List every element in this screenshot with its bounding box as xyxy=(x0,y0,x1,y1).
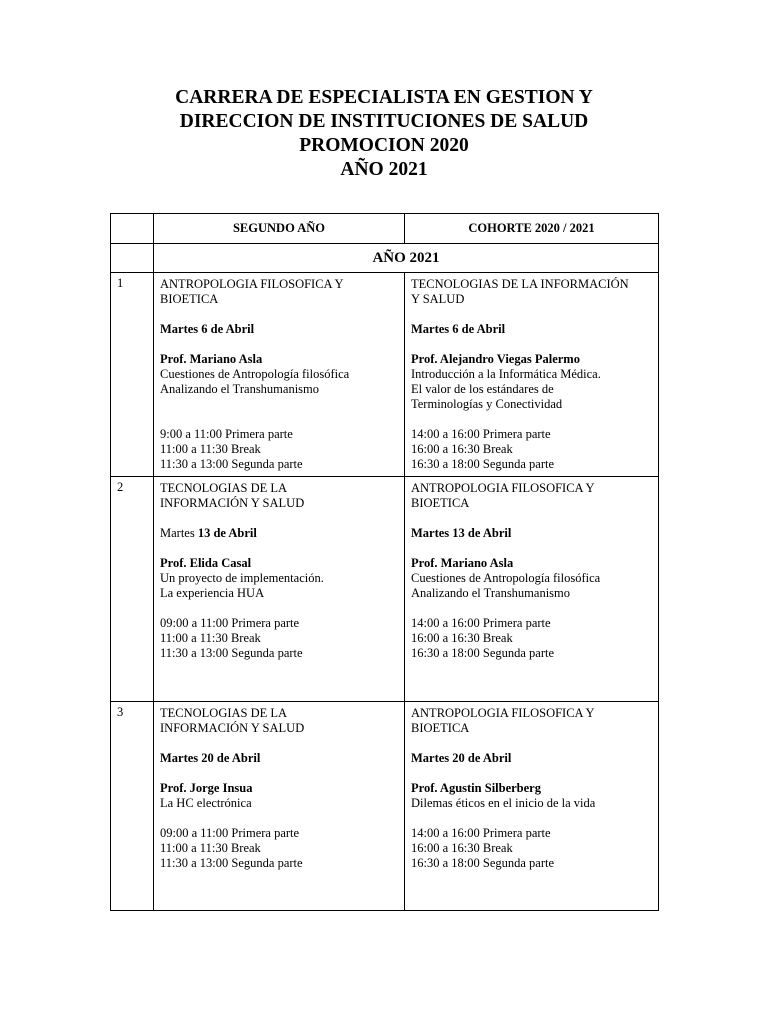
subject-line: ANTROPOLOGIA FILOSOFICA Y xyxy=(160,277,344,291)
topic-line: La experiencia HUA xyxy=(160,586,265,600)
subject-line: BIOETICA xyxy=(160,292,219,306)
professor-name: Prof. Agustin Silberberg xyxy=(411,781,541,795)
schedule-line: 16:30 a 18:00 Segunda parte xyxy=(411,856,555,870)
schedule-line: 14:00 a 16:00 Primera parte xyxy=(411,427,551,441)
topic-line: El valor de los estándares de xyxy=(411,382,554,396)
document-title xyxy=(0,86,768,182)
session-cell xyxy=(405,702,659,911)
table-row xyxy=(111,702,659,911)
topic-line: La HC electrónica xyxy=(160,796,252,810)
subject-line: TECNOLOGIAS DE LA xyxy=(160,481,288,495)
topic-line: Introducción a la Informática Médica. xyxy=(411,367,601,381)
row-number: 3 xyxy=(111,702,154,911)
subject-line: ANTROPOLOGIA FILOSOFICA Y xyxy=(411,481,595,495)
session-date: Martes 13 de Abril xyxy=(411,526,512,540)
professor-name: Prof. Elida Casal xyxy=(160,556,252,570)
schedule-line: 16:00 a 16:30 Break xyxy=(411,841,513,855)
title-line: CARRERA DE ESPECIALISTA EN GESTION Y xyxy=(175,87,593,108)
topic-line: Un proyecto de implementación. xyxy=(160,571,324,585)
session-cell xyxy=(405,477,659,702)
topic-line: Cuestiones de Antropología filosófica xyxy=(160,367,350,381)
year-row xyxy=(111,244,659,273)
topic-line: Dilemas éticos en el inicio de la vida xyxy=(411,796,596,810)
schedule-line: 14:00 a 16:00 Primera parte xyxy=(411,616,551,630)
header-row xyxy=(111,214,659,244)
table-row xyxy=(111,273,659,477)
table-row xyxy=(111,477,659,702)
professor-name: Prof. Alejandro Viegas Palermo xyxy=(411,352,580,366)
subject-line: TECNOLOGIAS DE LA xyxy=(160,706,288,720)
year-cell: AÑO 2021 xyxy=(154,244,659,273)
professor-name: Prof. Mariano Asla xyxy=(411,556,514,570)
session-date: Martes 20 de Abril xyxy=(411,751,512,765)
session-cell xyxy=(154,477,405,702)
session-date xyxy=(160,526,398,541)
schedule-line: 16:30 a 18:00 Segunda parte xyxy=(411,646,555,660)
subject-line: ANTROPOLOGIA FILOSOFICA Y xyxy=(411,706,595,720)
subject-line: INFORMACIÓN Y SALUD xyxy=(160,496,305,510)
title-line: PROMOCION 2020 xyxy=(299,135,469,156)
schedule-line: 14:00 a 16:00 Primera parte xyxy=(411,826,551,840)
schedule-line: 9:00 a 11:00 Primera parte xyxy=(160,427,293,441)
session-date: Martes 6 de Abril xyxy=(411,322,506,336)
session-date: Martes 20 de Abril xyxy=(160,751,261,765)
topic-line: Terminologías y Conectividad xyxy=(411,397,563,411)
title-line: DIRECCION DE INSTITUCIONES DE SALUD xyxy=(179,111,589,132)
subject-line: BIOETICA xyxy=(411,721,470,735)
session-cell xyxy=(405,273,659,477)
subject-line: Y SALUD xyxy=(411,292,465,306)
schedule-line: 11:30 a 13:00 Segunda parte xyxy=(160,457,303,471)
schedule-line: 09:00 a 11:00 Primera parte xyxy=(160,826,300,840)
session-cell xyxy=(154,273,405,477)
topic-line: Analizando el Transhumanismo xyxy=(411,586,571,600)
subject-line: BIOETICA xyxy=(411,496,470,510)
schedule-line: 11:30 a 13:00 Segunda parte xyxy=(160,856,303,870)
professor-name: Prof. Jorge Insua xyxy=(160,781,253,795)
session-cell xyxy=(154,702,405,911)
date-prefix: Martes xyxy=(160,526,198,540)
schedule-line: 16:00 a 16:30 Break xyxy=(411,631,513,645)
topic-line: Cuestiones de Antropología filosófica xyxy=(411,571,601,585)
professor-name: Prof. Mariano Asla xyxy=(160,352,263,366)
schedule-line: 11:00 a 11:30 Break xyxy=(160,442,261,456)
date-rest: 13 de Abril xyxy=(197,526,257,540)
schedule-line: 11:00 a 11:30 Break xyxy=(160,631,261,645)
title-line: AÑO 2021 xyxy=(340,159,428,180)
schedule-line: 11:00 a 11:30 Break xyxy=(160,841,261,855)
row-number: 2 xyxy=(111,477,154,702)
header-cell: SEGUNDO AÑO xyxy=(154,214,405,244)
schedule-line: 09:00 a 11:00 Primera parte xyxy=(160,616,300,630)
schedule-line: 11:30 a 13:00 Segunda parte xyxy=(160,646,303,660)
subject-line: TECNOLOGIAS DE LA INFORMACIÓN xyxy=(411,277,629,291)
header-empty-cell xyxy=(111,214,154,244)
schedule-table xyxy=(110,213,659,911)
topic-line: Analizando el Transhumanismo xyxy=(160,382,320,396)
row-number: 1 xyxy=(111,273,154,477)
subject-line: INFORMACIÓN Y SALUD xyxy=(160,721,305,735)
year-empty-cell xyxy=(111,244,154,273)
session-date: Martes 6 de Abril xyxy=(160,322,255,336)
schedule-line: 16:00 a 16:30 Break xyxy=(411,442,513,456)
schedule-line: 16:30 a 18:00 Segunda parte xyxy=(411,457,555,471)
header-cell: COHORTE 2020 / 2021 xyxy=(405,214,659,244)
